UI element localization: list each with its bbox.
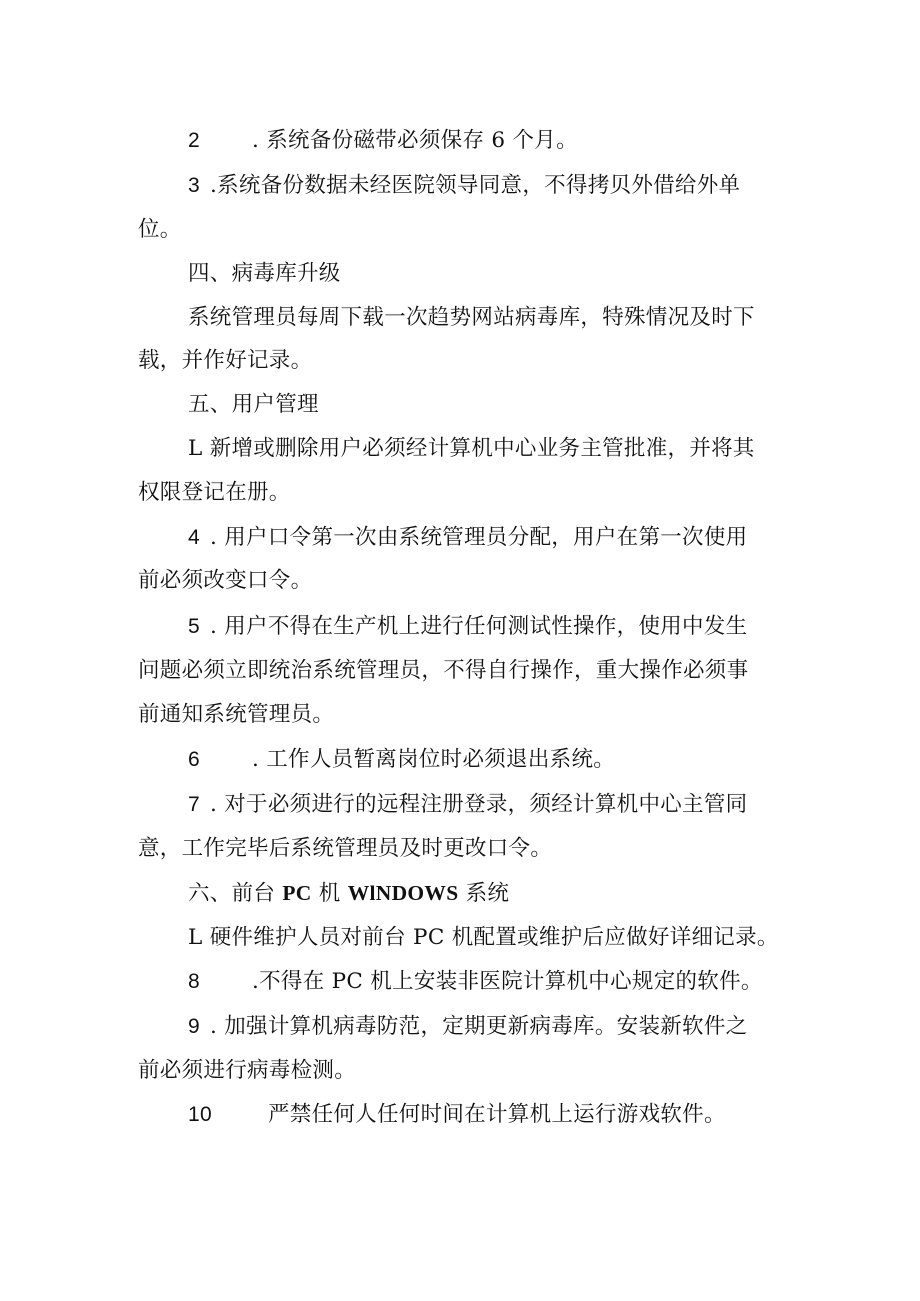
item-number: 8 [188, 970, 200, 993]
item-number: 4 [188, 526, 200, 549]
item-5-continuation-1 [138, 656, 748, 686]
item-text: 意，工作完毕后系统管理员及时更改口令。 [138, 836, 553, 861]
item-text: 位。 [138, 217, 182, 242]
item-4-continuation [138, 566, 312, 596]
item-number: 2 [188, 129, 200, 152]
item-text: L 新增或删除用户必须经计算机中心业务主管批准，并将其 [188, 436, 755, 461]
item-5 [188, 612, 747, 642]
item-7 [188, 790, 747, 820]
item-text: . 系统备份磁带必须保存 6 个月。 [251, 128, 578, 153]
item-number: 9 [188, 1015, 200, 1038]
section-title: 四、病毒库升级 [188, 261, 341, 286]
item-number: 5 [188, 615, 200, 638]
item-9-continuation [138, 1056, 356, 1086]
item-text: . 加强计算机病毒防范，定期更新病毒库。安装新软件之 [209, 1014, 748, 1039]
section-heading-front-pc [188, 878, 509, 909]
section-title-windows: WlNDOWS [347, 881, 459, 905]
item-8 [188, 967, 763, 997]
paragraph-text: 系统管理员每周下载一次趋势网站病毒库，特殊情况及时下 [188, 305, 755, 330]
item-6 [188, 745, 615, 775]
item-L-users-continuation [138, 478, 291, 508]
item-3 [188, 171, 740, 201]
section-heading-virus-db [188, 259, 341, 289]
item-3-continuation [138, 215, 182, 245]
paragraph-virus-db [188, 303, 755, 333]
item-number: 6 [188, 748, 200, 771]
item-number: 7 [188, 793, 200, 816]
item-text: . 对于必须进行的远程注册登录，须经计算机中心主管同 [209, 792, 748, 817]
item-text: .不得在 PC 机上安装非医院计算机中心规定的软件。 [251, 969, 763, 994]
section-heading-user-management [188, 390, 319, 420]
item-7-continuation [138, 834, 552, 864]
item-L-hardware [188, 923, 779, 953]
item-L-users [188, 434, 755, 464]
item-text: . 用户口令第一次由系统管理员分配，用户在第一次使用 [209, 525, 748, 550]
section-title-suffix: 系统 [458, 881, 510, 906]
section-title-prefix: 六、前台 [188, 881, 283, 906]
item-10 [188, 1100, 726, 1130]
item-number: 10 [188, 1103, 212, 1126]
item-4 [188, 523, 747, 553]
item-text: 前通知系统管理员。 [138, 702, 335, 727]
item-2 [188, 126, 578, 156]
item-number: 3 [188, 174, 200, 197]
item-text: . 工作人员暂离岗位时必须退出系统。 [251, 747, 616, 772]
item-9 [188, 1012, 747, 1042]
item-text: 权限登记在册。 [138, 480, 291, 505]
item-5-continuation-2 [138, 700, 334, 730]
section-title-mid: 机 [311, 881, 348, 906]
item-text: .系统备份数据未经医院领导同意，不得拷贝外借给外单 [209, 173, 741, 198]
item-text: 问题必须立即统治系统管理员，不得自行操作，重大操作必须事 [138, 658, 749, 683]
item-text: 前必须进行病毒检测。 [138, 1058, 357, 1083]
item-text: L 硬件维护人员对前台 PC 机配置或维护后应做好详细记录。 [188, 925, 779, 950]
item-text: . 用户不得在生产机上进行任何测试性操作，使用中发生 [209, 614, 748, 639]
paragraph-text: 载，并作好记录。 [138, 348, 313, 373]
item-text: 前必须改变口令。 [138, 568, 313, 593]
item-text: 严禁任何人任何时间在计算机上运行游戏软件。 [267, 1102, 726, 1127]
section-title-pc: PC [282, 881, 312, 905]
paragraph-virus-db-continuation [138, 346, 312, 376]
section-title: 五、用户管理 [188, 392, 319, 417]
